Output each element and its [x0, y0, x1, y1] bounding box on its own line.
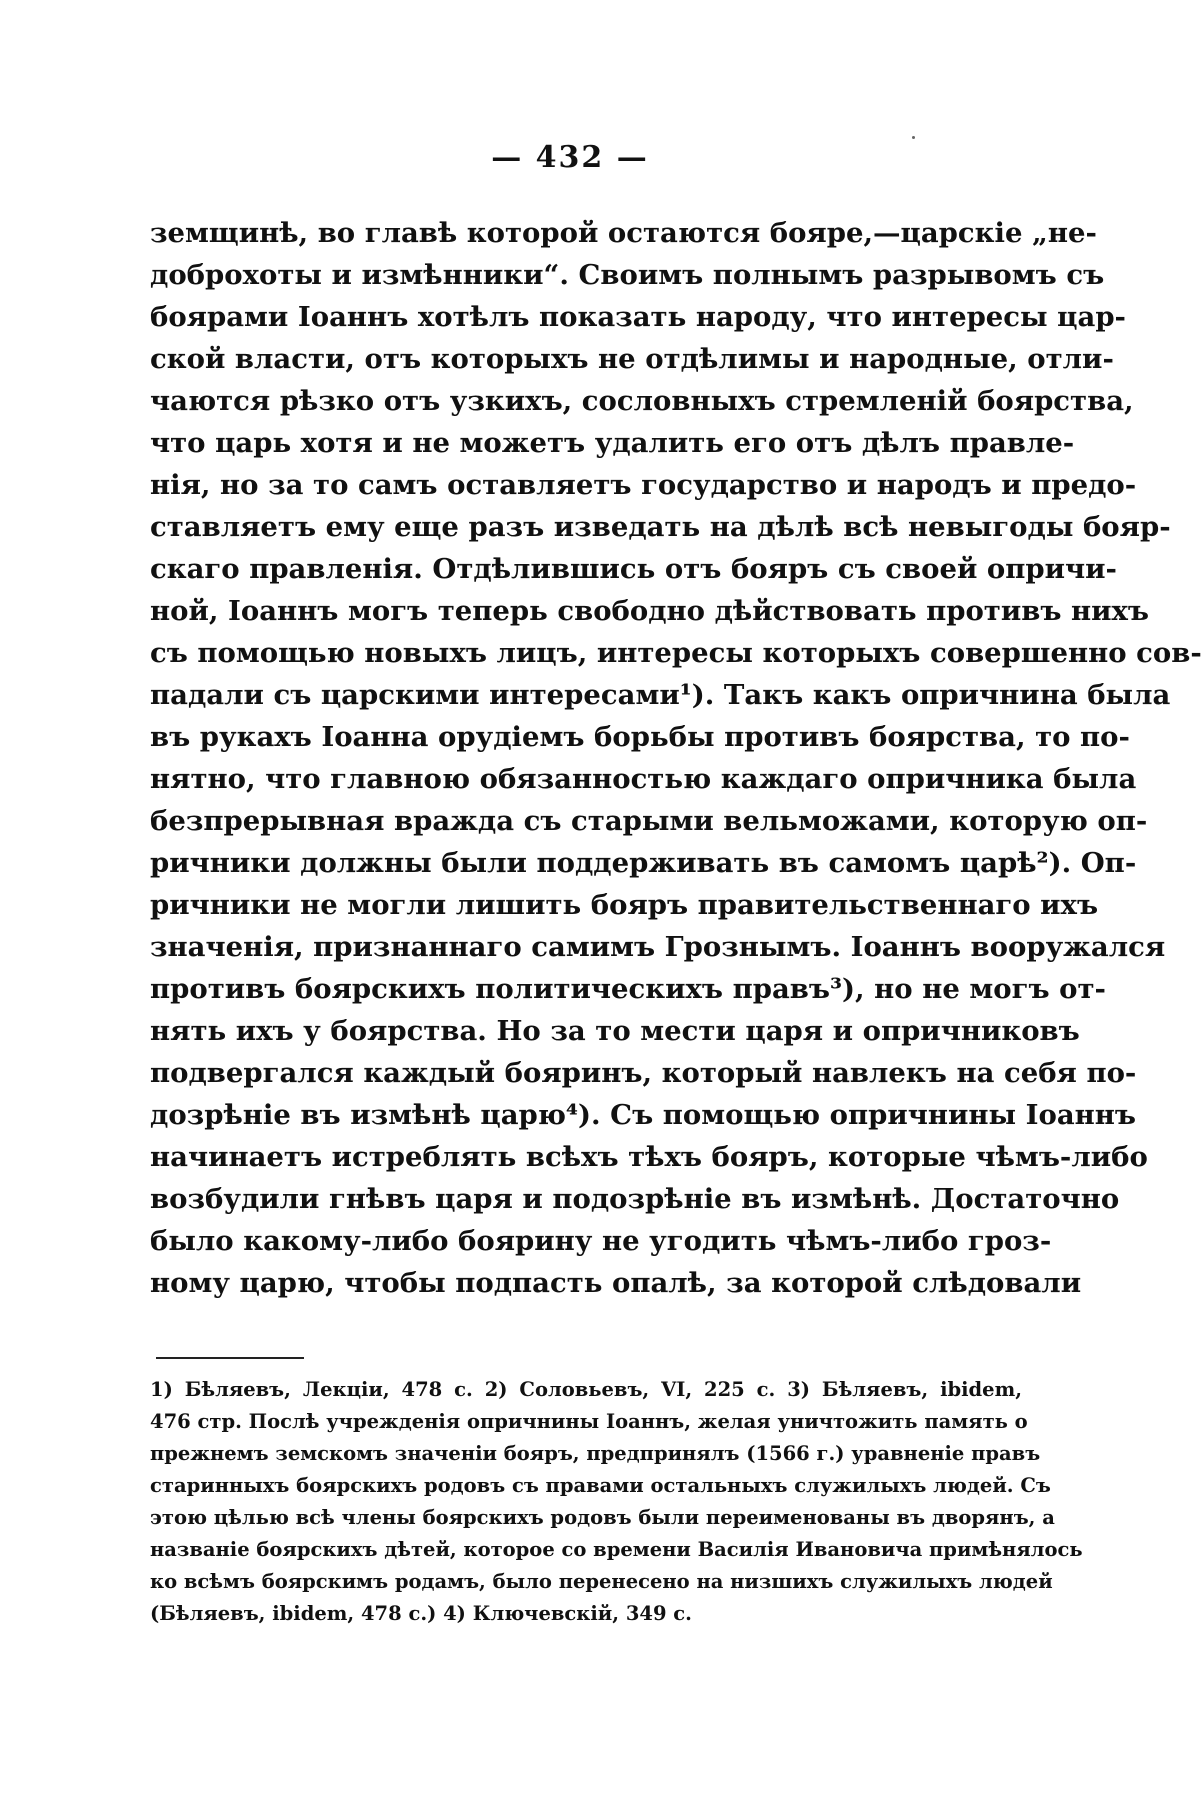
text-line: съ помощью новыхъ лицъ, интересы которыхъ совершенно сов- — [150, 637, 1202, 669]
main-text — [150, 212, 1202, 1304]
text-line: земщинѣ, во главѣ которой остаются бояре,—царскіе „не- — [150, 217, 1097, 249]
text-line: значенія, признаннаго самимъ Грознымъ. Іоаннъ вооружался — [150, 931, 1166, 963]
text-line: было какому-либо боярину не угодить чѣмъ-либо гроз- — [150, 1225, 1052, 1257]
text-line: возбудили гнѣвъ царя и подозрѣніе въ измѣнѣ. Достаточно — [150, 1183, 1120, 1215]
footnote-line: 476 стр. Послѣ учрежденія опричнины Іоаннъ, желая уничтожить память о — [150, 1410, 1028, 1433]
footnote-separator — [156, 1357, 304, 1359]
footnote-line: старинныхъ боярскихъ родовъ съ правами остальныхъ служилыхъ людей. Съ — [150, 1474, 1051, 1497]
text-line: ставляетъ ему еще разъ изведать на дѣлѣ всѣ невыгоды бояр- — [150, 511, 1171, 543]
text-line: въ рукахъ Іоанна орудіемъ борьбы противъ боярства, то по- — [150, 721, 1130, 753]
text-line: подвергался каждый бояринъ, который навлекъ на себя по- — [150, 1057, 1137, 1089]
text-line: доброхоты и измѣнники“. Своимъ полнымъ разрывомъ съ — [150, 259, 1105, 291]
text-line: ричники должны были поддерживать въ самомъ царѣ²). Оп- — [150, 847, 1137, 879]
footnote-line: 1) Бѣляевъ, Лекціи, 478 с. 2) Соловьевъ, VI, 225 с. 3) Бѣляевъ, ibidem, — [150, 1378, 1022, 1401]
text-line: что царь хотя и не можетъ удалить его отъ дѣлъ правле- — [150, 427, 1075, 459]
text-line: нятно, что главною обязанностью каждаго опричника была — [150, 763, 1137, 795]
text-line: безпрерывная вражда съ старыми вельможами, которую оп- — [150, 805, 1148, 837]
text-line: начинаетъ истреблять всѣхъ тѣхъ бояръ, которые чѣмъ-либо — [150, 1141, 1148, 1173]
text-line: чаются рѣзко отъ узкихъ, сословныхъ стремленій боярства, — [150, 385, 1134, 417]
text-line: ской власти, отъ которыхъ не отдѣлимы и народные, отли- — [150, 343, 1114, 375]
footnotes — [150, 1374, 1083, 1630]
footnote-line: прежнемъ земскомъ значеніи бояръ, предпринялъ (1566 г.) уравненіе правъ — [150, 1442, 1041, 1465]
footnote-line: этою цѣлью всѣ члены боярскихъ родовъ были переименованы въ дворянъ, а — [150, 1506, 1055, 1529]
text-line: скаго правленія. Отдѣлившись отъ бояръ съ своей опричи- — [150, 553, 1117, 585]
text-line: ричники не могли лишить бояръ правительственнаго ихъ — [150, 889, 1099, 921]
footnote-line: ко всѣмъ боярскимъ родамъ, было перенесено на низшихъ служилыхъ людей — [150, 1570, 1053, 1593]
text-line: падали съ царскими интересами¹). Такъ какъ опричнина была — [150, 679, 1171, 711]
text-line: нія, но за то самъ оставляетъ государство и народъ и предо- — [150, 469, 1137, 501]
page-number: — 432 — — [491, 140, 649, 175]
footnote-line: названіе боярскихъ дѣтей, которое со времени Василія Ивановича примѣнялось — [150, 1538, 1083, 1561]
text-line: противъ боярскихъ политическихъ правъ³), но не могъ от- — [150, 973, 1106, 1005]
text-line: дозрѣніе въ измѣнѣ царю⁴). Съ помощью опричнины Іоаннъ — [150, 1099, 1137, 1131]
text-line: нять ихъ у боярства. Но за то мести царя и опричниковъ — [150, 1015, 1080, 1047]
ink-speck — [912, 136, 915, 139]
footnote-line: (Бѣляевъ, ibidem, 478 с.) 4) Ключевскій, 349 с. — [150, 1602, 692, 1625]
text-line: ной, Іоаннъ могъ теперь свободно дѣйствовать противъ нихъ — [150, 595, 1150, 627]
text-line: ному царю, чтобы подпасть опалѣ, за которой слѣдовали — [150, 1267, 1082, 1299]
text-line: боярами Іоаннъ хотѣлъ показать народу, что интересы цар- — [150, 301, 1126, 333]
